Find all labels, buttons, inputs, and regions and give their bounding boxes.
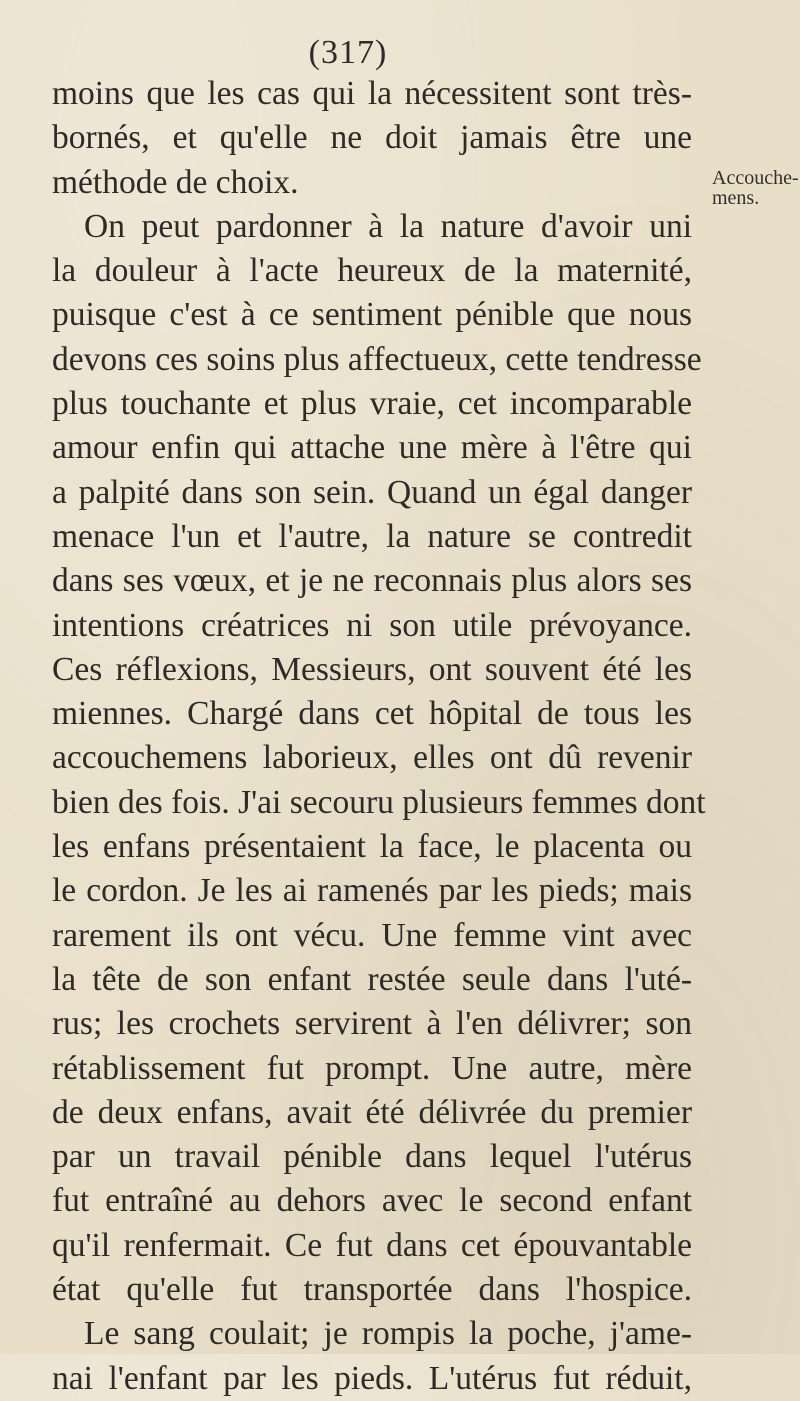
text-line: intentions créatrices ni son utile prévoyance. [52, 606, 692, 644]
margin-note-line: mens. [712, 187, 760, 209]
text-line: la tête de son enfant restée seule dans l'uté- [52, 960, 692, 998]
text-line: bornés, et qu'elle ne doit jamais être une [52, 119, 692, 157]
text-line: amour enfin qui attache une mère à l'être qui [52, 429, 692, 467]
text-line: a palpité dans son sein. Quand un égal danger [52, 473, 692, 511]
text-line: rus; les crochets servirent à l'en délivrer; son [52, 1005, 692, 1043]
text-line: fut entraîné au dehors avec le second enfant [52, 1182, 692, 1220]
text-line: dans ses vœux, et je ne reconnais plus alors ses [52, 562, 692, 600]
text-line: de deux enfans, avait été délivrée du premier [52, 1093, 692, 1131]
margin-note-line: Accouche- [712, 167, 799, 189]
text-line: miennes. Chargé dans cet hôpital de tous les [52, 695, 692, 733]
text-line: On peut pardonner à la nature d'avoir uni [84, 207, 692, 245]
text-line: la douleur à l'acte heureux de la maternité, [52, 252, 692, 290]
text-line: le cordon. Je les ai ramenés par les pieds; mais [52, 872, 692, 910]
text-line: moins que les cas qui la nécessitent sont très- [52, 75, 692, 112]
text-line: qu'il renfermait. Ce fut dans cet épouvantable [52, 1226, 692, 1264]
text-line: nai l'enfant par les pieds. L'utérus fut réduit, [52, 1359, 692, 1397]
text-line: bien des fois. J'ai secouru plusieurs femmes dont [52, 783, 706, 821]
text-line: menace l'un et l'autre, la nature se contredit [52, 517, 692, 555]
margin-note [712, 168, 798, 208]
text-line: état qu'elle fut transportée dans l'hospice. [52, 1271, 692, 1309]
text-line: les enfans présentaient la face, le placenta ou [52, 828, 692, 866]
body-text [52, 72, 706, 1401]
text-line: rarement ils ont vécu. Une femme vint avec [52, 916, 692, 954]
text-line: plus touchante et plus vraie, cet incomparable [52, 385, 692, 423]
text-line: Ces réflexions, Messieurs, ont souvent été les [52, 650, 692, 688]
text-line: par un travail pénible dans lequel l'utérus [52, 1138, 692, 1176]
page-number: (317) [308, 34, 388, 71]
text-line: rétablissement fut prompt. Une autre, mère [52, 1049, 692, 1087]
text-line: puisque c'est à ce sentiment pénible que nous [52, 296, 692, 334]
text-line: Le sang coulait; je rompis la poche, j'ame- [84, 1315, 692, 1353]
text-line: méthode de choix. [52, 163, 299, 201]
text-line: devons ces soins plus affectueux, cette tendresse [52, 340, 702, 378]
text-line: accouchemens laborieux, elles ont dû revenir [52, 739, 692, 777]
